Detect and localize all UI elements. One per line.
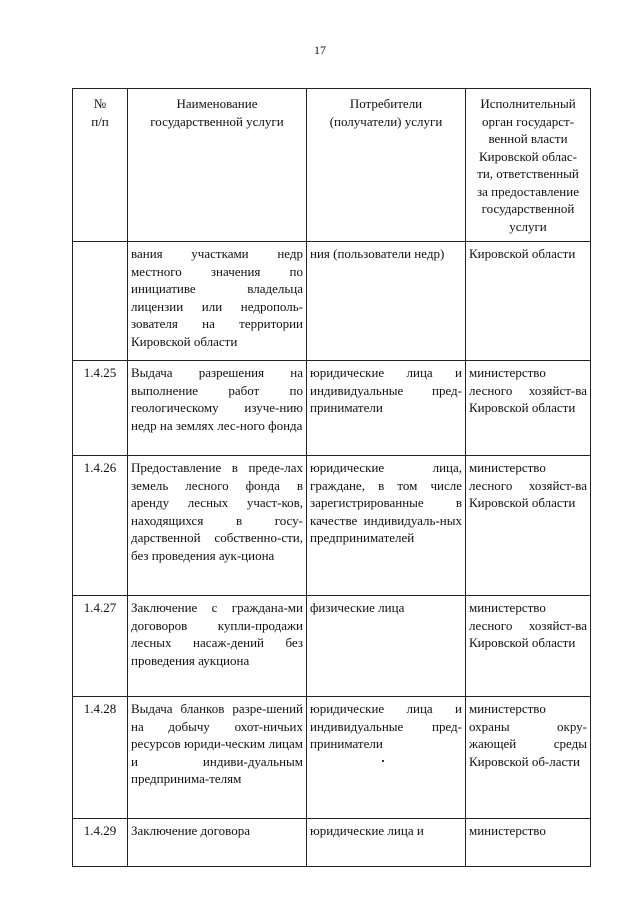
row-number: 1.4.26 xyxy=(73,456,128,596)
authority-cell: Кировской области xyxy=(466,242,591,361)
consumers-cell: юридические лица и индивидуальные пред-приниматели xyxy=(307,361,466,456)
service-name-cell: Заключение с граждана-ми договоров купли-продажи лесных насаж-дений без проведения аукциона xyxy=(128,596,307,697)
authority-cell: министерство xyxy=(466,819,591,867)
authority-cell: министерство лесного хозяйст-ва Кировской области xyxy=(466,361,591,456)
authority-cell: министерство охраны окру-жающей среды Кировской об-ласти xyxy=(466,697,591,819)
consumers-cell: юридические лица, граждане, в том числе зарегистрированные в качестве индивидуаль-ных предпринимателей xyxy=(307,456,466,596)
header-number: № п/п xyxy=(73,89,128,242)
table-row xyxy=(73,596,591,697)
service-name-cell: Выдача бланков разре-шений на добычу охот-ничьих ресурсов юриди-ческим лицам и индиви-дуальным предпринима-телям xyxy=(128,697,307,819)
consumers-cell: юридические лица и индивидуальные пред-приниматели xyxy=(307,697,466,819)
table-row xyxy=(73,456,591,596)
table-row xyxy=(73,361,591,456)
consumers-cell: ния (пользователи недр) xyxy=(307,242,466,361)
scan-speck xyxy=(382,760,384,762)
header-authority: Исполнительный орган государст- венной власти Кировской облас- ти, ответственный за предоставление государственной услуги xyxy=(466,89,591,242)
authority-cell: министерство лесного хозяйст-ва Кировской области xyxy=(466,456,591,596)
row-number: 1.4.28 xyxy=(73,697,128,819)
service-name-cell: Заключение договора xyxy=(128,819,307,867)
services-table xyxy=(72,88,591,867)
table-header-row xyxy=(73,89,591,242)
service-name-cell: Предоставление в преде-лах земель лесного фонда в аренду лесных участ-ков, находящихся в госу-дарственной собственно-сти, без проведения аук-циона xyxy=(128,456,307,596)
row-number: 1.4.29 xyxy=(73,819,128,867)
row-number xyxy=(73,242,128,361)
table-row xyxy=(73,819,591,867)
service-name-cell: вания участками недр местного значения по инициативе владельца лицензии или недрополь-зователя на территории Кировской области xyxy=(128,242,307,361)
header-service-name: Наименование государственной услуги xyxy=(128,89,307,242)
consumers-cell: юридические лица и xyxy=(307,819,466,867)
table-row xyxy=(73,697,591,819)
authority-cell: министерство лесного хозяйст-ва Кировской области xyxy=(466,596,591,697)
page-number: 17 xyxy=(314,43,326,57)
row-number: 1.4.25 xyxy=(73,361,128,456)
row-number: 1.4.27 xyxy=(73,596,128,697)
table-row xyxy=(73,242,591,361)
service-name-cell: Выдача разрешения на выполнение работ по геологическому изуче-нию недр на землях лес-ного фонда xyxy=(128,361,307,456)
header-consumers: Потребители (получатели) услуги xyxy=(307,89,466,242)
consumers-cell: физические лица xyxy=(307,596,466,697)
